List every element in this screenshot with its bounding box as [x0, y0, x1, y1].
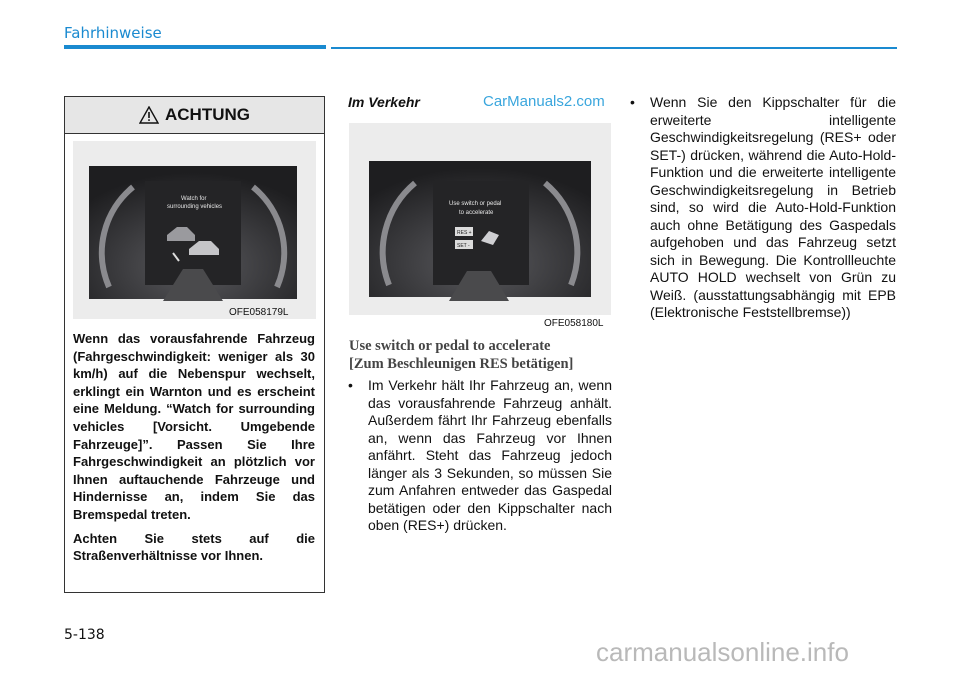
- warning-screen-line1: Watch for: [181, 196, 207, 202]
- traffic-screen-line2: to accelerate: [459, 210, 494, 216]
- cluster-display-image: [73, 141, 316, 319]
- set-key-label: SET -: [457, 243, 470, 249]
- traffic-heading: Im Verkehr: [348, 94, 420, 110]
- auto-hold-bullet-text: Wenn Sie den Kippschalter für die erweiterte intelligente Geschwindigkeitsregelung (RES+ oder SET-) drücken, während die Auto-Hold-Funktion und die erweiterte intelligente Geschwindigkeitsregelung in Betrieb sind, so wird die Auto-Hold-Funktion auch ohne Betätigung des Gaspedals aufgehoben und das Fahrzeug setzt sich in Bewegung. Die Kontrollleuchte AUTO HOLD wechselt von Grün zu Weiß. (ausstattungsabhängig mit EPB (Elektronische Feststellbremse)): [650, 94, 896, 320]
- warning-figure: [73, 141, 316, 319]
- traffic-subtitle-line2: [Zum Beschleunigen RES betätigen]: [349, 355, 574, 372]
- warning-text: [73, 330, 315, 571]
- footer-watermark[interactable]: carmanualsonline.info: [596, 637, 849, 667]
- bullet-dot: •: [630, 94, 635, 110]
- warning-heading: ACHTUNG: [165, 105, 250, 124]
- traffic-subtitle: [349, 338, 619, 373]
- traffic-figure-code: OFE058180L: [544, 318, 604, 329]
- header-rule-thick: [64, 45, 326, 49]
- watermark-logo[interactable]: CarManuals2.com: [483, 93, 605, 110]
- warning-triangle-icon: [139, 106, 159, 124]
- cluster-display-image: [349, 123, 611, 315]
- res-key-label: RES +: [457, 230, 472, 236]
- bullet-dot: •: [348, 377, 353, 393]
- warning-header: [65, 97, 324, 134]
- section-title: Fahrhinweise: [64, 24, 162, 42]
- traffic-subtitle-line1: Use switch or pedal to accelerate: [349, 338, 551, 354]
- traffic-screen-line1: Use switch or pedal: [449, 201, 502, 207]
- warning-paragraph: Achten Sie stets auf die Straßenverhältnisse vor Ihnen.: [73, 530, 315, 564]
- warning-figure-code: OFE058179L: [229, 307, 289, 318]
- traffic-figure: [349, 123, 611, 315]
- auto-hold-bullet: [630, 94, 896, 322]
- traffic-bullet-text: Im Verkehr hält Ihr Fahrzeug an, wenn das vorausfahrende Fahrzeug anhält. Außerdem fährt Ihr Fahrzeug ebenfalls an, wenn das Fahrzeug vor Ihnen anfährt. Steht das Fahrzeug jedoch länger als 3 Sekunden, so müssen Sie zum Anfahren entweder das Gaspedal betätigen oder den Kippschalter nach oben (RES+) drücken.: [368, 377, 612, 533]
- page-number: 5-138: [64, 627, 105, 643]
- traffic-bullet: [348, 377, 612, 535]
- warning-screen-line2: surrounding vehicles: [167, 204, 223, 210]
- header-rule-thin: [331, 47, 897, 49]
- warning-paragraph: Wenn das vorausfahrende Fahrzeug (Fahrgeschwindigkeit: weniger als 30 km/h) auf die Nebenspur wechselt, erklingt ein Warnton und es erscheint eine Meldung. “Watch for surrounding vehicles [Vorsicht. Umgebende Fahrzeuge]”. Passen Sie Ihre Fahrgeschwindigkeit an plötzlich vor Ihnen auftauchende Fahrzeuge und Hindernisse an, indem Sie das Bremspedal treten.: [73, 331, 315, 522]
